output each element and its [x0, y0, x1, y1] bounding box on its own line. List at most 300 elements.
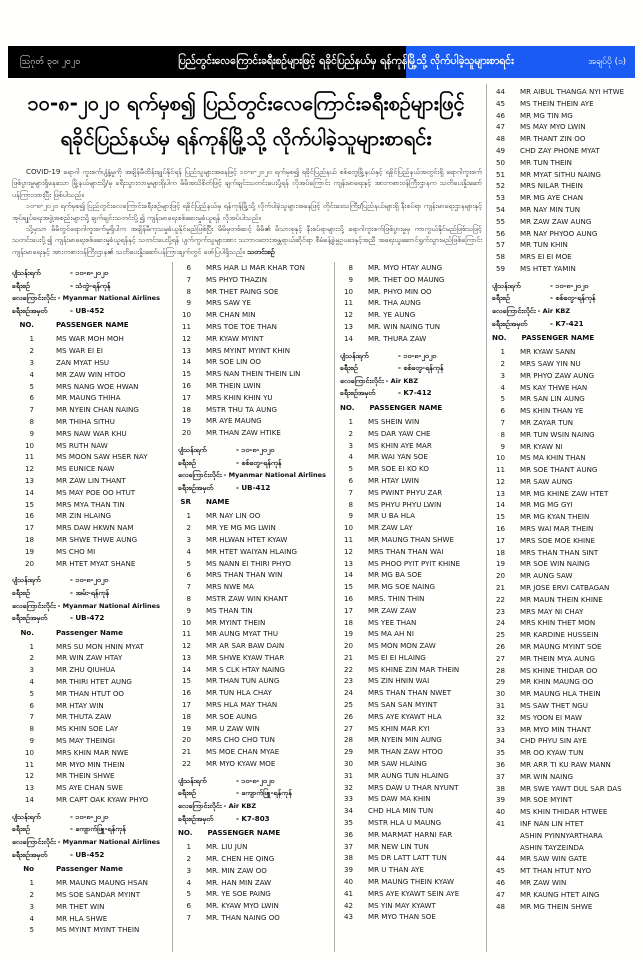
- flight-info-block: [178, 444, 330, 508]
- flight-route-line: [340, 362, 483, 375]
- passenger-name: MR. PHYO MIN OO: [368, 286, 432, 296]
- passenger-row: [340, 416, 483, 428]
- flight-airline-line: [12, 292, 170, 305]
- passenger-row: [178, 853, 330, 865]
- passenger-row: [492, 617, 635, 629]
- passenger-number: 7: [500, 417, 505, 427]
- passenger-name: MRS SAW YIN NU: [520, 358, 581, 368]
- passenger-name: MR MG SOE NAING: [368, 582, 436, 592]
- passenger-row: [340, 805, 483, 817]
- passenger-row: [492, 358, 635, 370]
- passenger-number: 23: [495, 606, 505, 616]
- passenger-name: MS EUNICE NAW: [56, 464, 115, 474]
- passenger-number: 27: [343, 723, 353, 733]
- passenger-number: 19: [495, 559, 505, 569]
- passenger-number: 11: [343, 534, 353, 544]
- passenger-number: 36: [343, 829, 353, 839]
- passenger-row: [178, 546, 330, 558]
- passenger-row: [340, 746, 483, 758]
- passenger-number: 46: [495, 877, 505, 887]
- passenger-number: 29: [495, 677, 505, 687]
- passenger-row: [340, 817, 483, 829]
- passenger-name: MS KHIN SOE LAY: [56, 724, 119, 734]
- passenger-number: 22: [181, 759, 191, 769]
- passenger-name: MR THIHA SITHU: [56, 416, 115, 426]
- passenger-name: MR. THURA ZAW: [368, 333, 427, 343]
- passenger-row: [12, 889, 170, 901]
- passenger-number: [492, 830, 505, 842]
- list-column-headers: [12, 318, 170, 331]
- passenger-name: MR NAY LIN OO: [206, 511, 261, 521]
- passenger-number: 5: [186, 889, 191, 899]
- passenger-row: [340, 675, 483, 687]
- passenger-name: MRS KHIN THET MON: [520, 618, 596, 628]
- passenger-number: 55: [495, 216, 505, 226]
- passenger-row: [492, 535, 635, 547]
- flight-route-line: [12, 823, 170, 836]
- passenger-row: [492, 405, 635, 417]
- passenger-number: 50: [495, 157, 505, 167]
- passenger-row: [492, 133, 635, 145]
- passenger-number: 12: [495, 476, 505, 486]
- passenger-row: [340, 852, 483, 864]
- flight-route-label: ခရီးစဉ်: [12, 280, 30, 290]
- passenger-number: 49: [495, 145, 505, 155]
- passenger-number: 15: [24, 499, 34, 509]
- passenger-name: MR SOE EI KO KO: [368, 464, 429, 474]
- flight-info-block: [12, 574, 170, 638]
- passenger-row: [12, 688, 170, 700]
- passenger-number: 1: [186, 842, 191, 852]
- passenger-row: [178, 380, 330, 392]
- passenger-number: 59: [495, 263, 505, 273]
- passenger-number: 6: [29, 700, 34, 710]
- passenger-name: MR NAY PHYOO AUNG: [520, 228, 598, 238]
- passenger-row: [492, 346, 635, 358]
- passenger-name: MR THIRI HTET AUNG: [56, 677, 132, 687]
- passenger-row: [492, 169, 635, 181]
- passenger-number: 8: [348, 499, 353, 509]
- flight-info-block: [492, 280, 635, 344]
- flight-route-label: ခရီးစဉ်: [178, 788, 196, 798]
- passenger-name: MRS MAY NI CHAY: [520, 606, 584, 616]
- passenger-name: MR MG TIN MG: [520, 110, 573, 120]
- passenger-name: MRS SU MON HNIN MYAT: [56, 641, 144, 651]
- passenger-row: [178, 628, 330, 640]
- passenger-row: [178, 427, 330, 439]
- passenger-row: [178, 534, 330, 546]
- passenger-number: 26: [343, 711, 353, 721]
- passenger-row: [178, 699, 330, 711]
- passenger-number: 15: [495, 512, 505, 522]
- flight-date-line: [178, 444, 330, 457]
- passenger-row: [178, 415, 330, 427]
- passenger-number: 26: [495, 642, 505, 652]
- flight-date-label: ပျံသန်းရက်: [12, 811, 41, 821]
- passenger-number: 2: [29, 890, 34, 900]
- passenger-name: MR SOE WIN NAING: [520, 559, 590, 569]
- flight-airline-line: [178, 469, 330, 482]
- flight-airline-label: လေကြောင်းလိုင်း: [12, 600, 56, 610]
- passenger-name: MS HTET YAMIN: [520, 263, 576, 273]
- passenger-row: [178, 368, 330, 380]
- flight-airline-label: လေကြောင်းလိုင်း: [178, 470, 222, 480]
- passenger-name: MR MYAT SITHU NAING: [520, 169, 601, 179]
- passenger-number: 58: [495, 252, 505, 262]
- passenger-row: [340, 605, 483, 617]
- passenger-name: MS SHEIN WIN: [368, 416, 420, 426]
- passenger-name: MR CAPT OAK KYAW PHYO: [56, 795, 149, 805]
- passenger-number: 14: [495, 500, 505, 510]
- passenger-row: [12, 782, 170, 794]
- passenger-list-column-4: [492, 86, 635, 912]
- flight-route: - ကျောက်ဖြူ-ရန်ကုန်: [236, 788, 292, 798]
- passenger-name: MR KYAW NI: [520, 441, 563, 451]
- passenger-name: MS MON MON ZAW: [368, 641, 436, 651]
- flight-number: - K7-803: [236, 813, 270, 823]
- passenger-number: 4: [29, 369, 34, 379]
- passenger-name: MS KHINE ZIN MAR THEIN: [368, 664, 460, 674]
- passenger-row: [178, 877, 330, 889]
- passenger-row: [178, 640, 330, 652]
- passenger-row: [340, 286, 483, 298]
- passenger-number: 25: [343, 700, 353, 710]
- passenger-row: [178, 617, 330, 629]
- passenger-name: MRS NWE MA: [206, 582, 254, 592]
- intro-paragraph-2: ၁၀-၈-၂၀၂၀ ရက်မှစ၍ ပြည်တွင်းလေကြောင်းခရီးစဉ်များဖြင့် ရခိုင်ပြည်နယ်မှ ရန်ကုန်မြို့သို့ လိုက်ပါခဲ့သူများအနေဖြင့် တိုင်းဒေသကြီး/ပြည်နယ်များရှိ နီးစပ်ရာ ကျန်းမာရေးဌာနများနှင့် အုပ်ချုပ်ရေးအဖွဲ့အစည်းများသို့ ချက်ချင်းသတင်းပို့၍ ကျန်းမာရေးစစ်ဆေးမှုခံယူရန် လိုအပ်ပါသည်။: [12, 201, 482, 222]
- passenger-number: 34: [495, 736, 505, 746]
- passenger-number: 21: [495, 583, 505, 593]
- passenger-row: [492, 558, 635, 570]
- passenger-number: 10: [343, 523, 353, 533]
- passenger-number: 1: [29, 641, 34, 651]
- passenger-number: 5: [500, 394, 505, 404]
- passenger-name: MR AUNG SAW: [520, 571, 573, 581]
- passenger-name: MR SOE AUNG: [206, 711, 257, 721]
- passenger-row: [492, 216, 635, 228]
- passenger-number: 11: [343, 298, 353, 308]
- passenger-number: 39: [343, 865, 353, 875]
- news-agency-credit: သတင်းစဉ်: [247, 246, 275, 256]
- flight-info-block: [340, 350, 483, 414]
- passenger-number: 43: [343, 912, 353, 922]
- passenger-name: MR HLWAN HTET KYAW: [206, 534, 288, 544]
- passenger-number: 19: [181, 723, 191, 733]
- passenger-number: 2: [186, 523, 191, 533]
- passenger-name: MR AR SAR BAW DAIN: [206, 641, 285, 651]
- passenger-name: MRS NAW WAR KHU: [56, 428, 127, 438]
- passenger-number: 22: [343, 664, 353, 674]
- passenger-name: MR NAY MIN TUN: [520, 204, 581, 214]
- flight-number-line: [340, 387, 483, 400]
- passenger-row: [178, 333, 330, 345]
- passenger-number: 22: [495, 594, 505, 604]
- passenger-name: MS KAY THWE HAN: [520, 382, 588, 392]
- passenger-number: 28: [495, 665, 505, 675]
- passenger-number: 44: [495, 87, 505, 96]
- passenger-name: MR MAUNG MAUNG HSAN: [56, 878, 148, 888]
- passenger-row: [178, 687, 330, 699]
- flight-route: - စစ်တွေ-ရန်ကုန်: [236, 457, 282, 467]
- passenger-row: [492, 877, 635, 889]
- passenger-name: MR MAUNG HLA THEIN: [520, 689, 601, 699]
- passenger-name: MR CHAN MIN: [206, 310, 256, 320]
- passenger-name: MR THAN HTUT OO: [56, 688, 125, 698]
- passenger-name: CHD HLA MIN TUN: [368, 806, 434, 816]
- passenger-row: [178, 569, 330, 581]
- passenger-number: 4: [186, 546, 191, 556]
- passenger-number: 41: [495, 819, 505, 828]
- passenger-row: [340, 475, 483, 487]
- passenger-row: [12, 877, 170, 889]
- passenger-number: 9: [500, 441, 505, 451]
- passenger-row: [492, 653, 635, 665]
- passenger-row: [12, 747, 170, 759]
- passenger-name: MS SAN SAN MYINT: [368, 700, 438, 710]
- passenger-row: [340, 841, 483, 853]
- passenger-name: MS MAY POE OO HTUT: [56, 487, 136, 497]
- flight-airline: - Air KBZ: [223, 802, 257, 811]
- passenger-row: [340, 522, 483, 534]
- passenger-number: 15: [343, 582, 353, 592]
- passenger-name: MRS AYE KYAWT HLA: [368, 711, 442, 721]
- headline-line-2: ရခိုင်ပြည်နယ်မှ ရန်ကုန်မြို့သို့ လိုက်ပါခဲ့သူများစာရင်း: [60, 126, 432, 150]
- passenger-name: MR THAN ZAW HTIKE: [206, 428, 281, 438]
- passenger-row: [12, 913, 170, 925]
- passenger-number: 11: [181, 629, 191, 639]
- passenger-row: [492, 110, 635, 122]
- passenger-name: MR MYINT THEIN: [206, 617, 266, 627]
- passenger-number: 7: [186, 274, 191, 284]
- passenger-row: [340, 309, 483, 321]
- passenger-name: MR HTET MYAT SHANE: [56, 558, 136, 568]
- passenger-name: MS THAN TIN: [206, 605, 253, 615]
- passenger-row: [178, 345, 330, 357]
- passenger-row: [492, 429, 635, 441]
- passenger-row: [178, 581, 330, 593]
- passenger-row: [178, 558, 330, 570]
- passenger-row: [340, 900, 483, 912]
- passenger-number: 4: [500, 382, 505, 392]
- passenger-number: 18: [343, 617, 353, 627]
- passenger-row: [492, 771, 635, 783]
- passenger-row: [12, 499, 170, 511]
- flight-date-label: ပျံသန်းရက်: [340, 350, 369, 360]
- passenger-row: [178, 888, 330, 900]
- passenger-number: 47: [495, 122, 505, 132]
- flight-number-label: ခရီးစဉ်အမှတ်: [12, 613, 48, 623]
- flight-number-line: [492, 318, 635, 331]
- passenger-row: [492, 370, 635, 382]
- passenger-name: MR HTAY LWIN: [368, 475, 420, 485]
- passenger-name: MR ZAYAR TUN: [520, 417, 574, 427]
- passenger-row: [492, 239, 635, 251]
- passenger-name: MR MAUNG THAN SHWE: [368, 534, 454, 544]
- passenger-number: 25: [495, 630, 505, 640]
- passenger-number: 14: [343, 333, 353, 343]
- passenger-number: 53: [495, 193, 505, 203]
- passenger-number: 57: [495, 240, 505, 250]
- passenger-name: MRS MYA THAN TIN: [56, 499, 125, 509]
- passenger-name: MR TUN KHIN: [520, 240, 568, 250]
- passenger-row: [340, 274, 483, 286]
- passenger-number: 34: [343, 806, 353, 816]
- passenger-name: MS MYINT MYINT THEIN: [56, 925, 140, 935]
- flight-number: - UB-452: [70, 849, 105, 859]
- passenger-row: [178, 900, 330, 912]
- passenger-row: [492, 901, 635, 913]
- passenger-row: [12, 534, 170, 546]
- passenger-number: 12: [181, 641, 191, 651]
- flight-number-label: ခရီးစဉ်အမှတ်: [340, 388, 376, 398]
- issue-date: ဩဂုတ် ၃၀၊ ၂၀၂၀: [20, 57, 81, 67]
- passenger-number: 9: [186, 605, 191, 615]
- passenger-row: [178, 321, 330, 333]
- passenger-name: MR SWE YAWT DUL SAR DAS: [520, 783, 622, 793]
- passenger-name: MR KYAW MYINT: [206, 333, 264, 343]
- passenger-row: [178, 356, 330, 368]
- passenger-name: MR MG KHINE ZAW HTET: [520, 488, 609, 498]
- passenger-row: [340, 593, 483, 605]
- passenger-name: MR. MYO HTAY AUNG: [368, 263, 443, 272]
- passenger-row: [340, 699, 483, 711]
- passenger-number: 18: [24, 534, 34, 544]
- passenger-name: MR THEIN MYA AUNG: [520, 653, 595, 663]
- passenger-name: MR SOE LIN OO: [206, 357, 261, 367]
- passenger-name: MR U BA HLA: [368, 511, 416, 521]
- passenger-number: 3: [29, 665, 34, 675]
- passenger-number: 6: [500, 406, 505, 416]
- number-column-header: NO.: [19, 320, 34, 330]
- passenger-number: 3: [186, 865, 191, 875]
- passenger-name: MS PHOO PYIT PYIT KHINE: [368, 558, 461, 568]
- passenger-name: MS MA AH NI: [368, 629, 414, 639]
- passenger-name: MR MYO MIN THEIN: [56, 759, 125, 769]
- list-column-headers: [340, 401, 483, 414]
- flight-number: - K7-421: [550, 318, 584, 328]
- passenger-number: 8: [29, 724, 34, 734]
- passenger-number: 2: [29, 653, 34, 663]
- flight-airline: - Myanmar National Airlines: [57, 294, 160, 303]
- passenger-name: MR PHYO ZAW AUNG: [520, 370, 595, 380]
- passenger-number: 45: [495, 98, 505, 108]
- passenger-name: MR. WIN NAING TUN: [368, 321, 441, 331]
- passenger-row: [492, 417, 635, 429]
- passenger-name: MR. THA AUNG: [368, 298, 421, 308]
- passenger-row: [492, 700, 635, 712]
- passenger-row: [492, 393, 635, 405]
- list-column-headers: [492, 331, 635, 344]
- passenger-number: 3: [186, 534, 191, 544]
- headline-line-1: ၁၀-၈-၂၀၂၀ ရက်မှစ၍ ပြည်တွင်းလေကြောင်းခရီးစဉ်များဖြင့်: [27, 91, 465, 115]
- passenger-row: [492, 759, 635, 771]
- passenger-row: [340, 782, 483, 794]
- passenger-number: 4: [29, 913, 34, 923]
- passenger-row: [340, 734, 483, 746]
- passenger-name: MS PHYU PHYU LWIN: [368, 499, 442, 509]
- passenger-row: [492, 441, 635, 453]
- passenger-name: MR. THAN NAING OO: [206, 913, 280, 923]
- passenger-number: 7: [29, 712, 34, 722]
- passenger-row: [12, 404, 170, 416]
- passenger-row: [492, 853, 635, 865]
- flight-route-label: ခရီးစဉ်: [178, 457, 196, 467]
- passenger-name: MRS TOE TOE THAN: [206, 321, 277, 331]
- flight-date-line: [340, 350, 483, 363]
- passenger-name: MR MYO KYAW MOE: [206, 759, 276, 769]
- passenger-number: 14: [24, 487, 34, 497]
- passenger-name: MR NYEIN CHAN NAING: [56, 405, 139, 415]
- passenger-name: MR KHIN MAUNG OO: [520, 677, 594, 687]
- passenger-name: MR MG AYE CHAN: [520, 193, 583, 203]
- passenger-name: MR MAUNG THEIN KYAW: [368, 877, 454, 887]
- passenger-number: 13: [181, 345, 191, 355]
- passenger-row: [12, 333, 170, 345]
- passenger-number: 13: [495, 488, 505, 498]
- passenger-number: 5: [29, 688, 34, 698]
- passenger-name: MRS HLA MAY THAN: [206, 700, 278, 710]
- passenger-name: MS MOON SAW HSER NAY: [56, 452, 148, 462]
- passenger-name: MR SAW AUNG: [520, 476, 573, 486]
- passenger-row: [340, 451, 483, 463]
- passenger-row: [340, 487, 483, 499]
- passenger-name: MR KAUNG HTET AING: [520, 889, 600, 899]
- flight-airline-line: [12, 600, 170, 613]
- passenger-number: 19: [181, 416, 191, 426]
- passenger-name: MS WAR MOH MOH: [56, 334, 124, 344]
- passenger-number: 7: [186, 913, 191, 923]
- passenger-row: [178, 746, 330, 758]
- passenger-name: MRS AYE KYAWT SEIN AYE: [368, 888, 460, 898]
- passenger-number: 8: [186, 593, 191, 603]
- passenger-name: MS MAY MYO LWIN: [520, 122, 586, 132]
- passenger-name: MR AIBUL THANGA NYI HTWE: [520, 87, 625, 96]
- passenger-number: 13: [24, 783, 34, 793]
- passenger-name: MR TUN THEIN: [520, 157, 572, 167]
- passenger-row: [12, 463, 170, 475]
- flight-date-line: [492, 280, 635, 293]
- column-divider: [172, 262, 173, 952]
- passenger-row: [178, 262, 330, 274]
- passenger-row: [340, 297, 483, 309]
- passenger-name: MS KHIN THIDAR HTWEE: [520, 807, 608, 817]
- passenger-row: [492, 747, 635, 759]
- flight-airline: - Myanmar National Airlines: [57, 601, 160, 610]
- passenger-row: [340, 864, 483, 876]
- name-column-header: PASSENGER NAME: [369, 402, 443, 412]
- passenger-name: MS SAW THET NGU: [520, 701, 588, 711]
- flight-date-label: ပျံသန်းရက်: [12, 575, 41, 585]
- passenger-number: 27: [495, 653, 505, 663]
- passenger-row: [492, 86, 635, 98]
- passenger-number: 12: [343, 546, 353, 556]
- passenger-number: 39: [495, 795, 505, 805]
- number-column-header: NO.: [492, 333, 507, 343]
- passenger-number: 7: [29, 405, 34, 415]
- passenger-number: 3: [29, 901, 34, 911]
- passenger-number: 46: [495, 110, 505, 120]
- passenger-name: MR JOSE ERVI CATBAGAN: [520, 583, 610, 593]
- passenger-row: [492, 688, 635, 700]
- passenger-number: 18: [495, 547, 505, 557]
- passenger-name: MRS THAN THAN NWET: [368, 688, 452, 698]
- passenger-name: MR SOE THANT AUNG: [520, 465, 598, 475]
- intro-paragraph-1: COVID-19 ရောဂါ ကူးစက်ပျံ့နှံ့မှုကို အချိန်မီထိန်းချုပ်နိုင်ရန် ပြည်သူများအနေဖြင့် ၁၀-၈-၂၀၂၀ ရက်မှစ၍ ရခိုင်ပြည်နယ် စစ်တွေမြို့နယ်နှင့် ရခိုင်ပြည်နယ်အတွင်းရှိ ရောဂါကူးစက်ဖြစ်ပွားမှုများရှိနေသော မြို့နယ်များသို့/မှ ခရီးသွားလာမှုများရှိပါက မိမိအသိစိတ်ဖြင့် ချက်ချင်းသတင်းပေးပို့ရန် လိုအပ်ကြောင်း ကျန်းမာရေးနှင့် အားကစားဝန်ကြီးဌာနက သတိပေးနှိုးဆော်ပန်ကြားထားပြီး ဖြစ်ပါသည်။: [12, 167, 482, 199]
- passenger-name: MR THEIN SHWE: [56, 771, 115, 781]
- passenger-number: 33: [495, 724, 505, 734]
- passenger-list-column-2: [178, 262, 330, 924]
- passenger-name: MR MG MG GYI: [520, 500, 573, 510]
